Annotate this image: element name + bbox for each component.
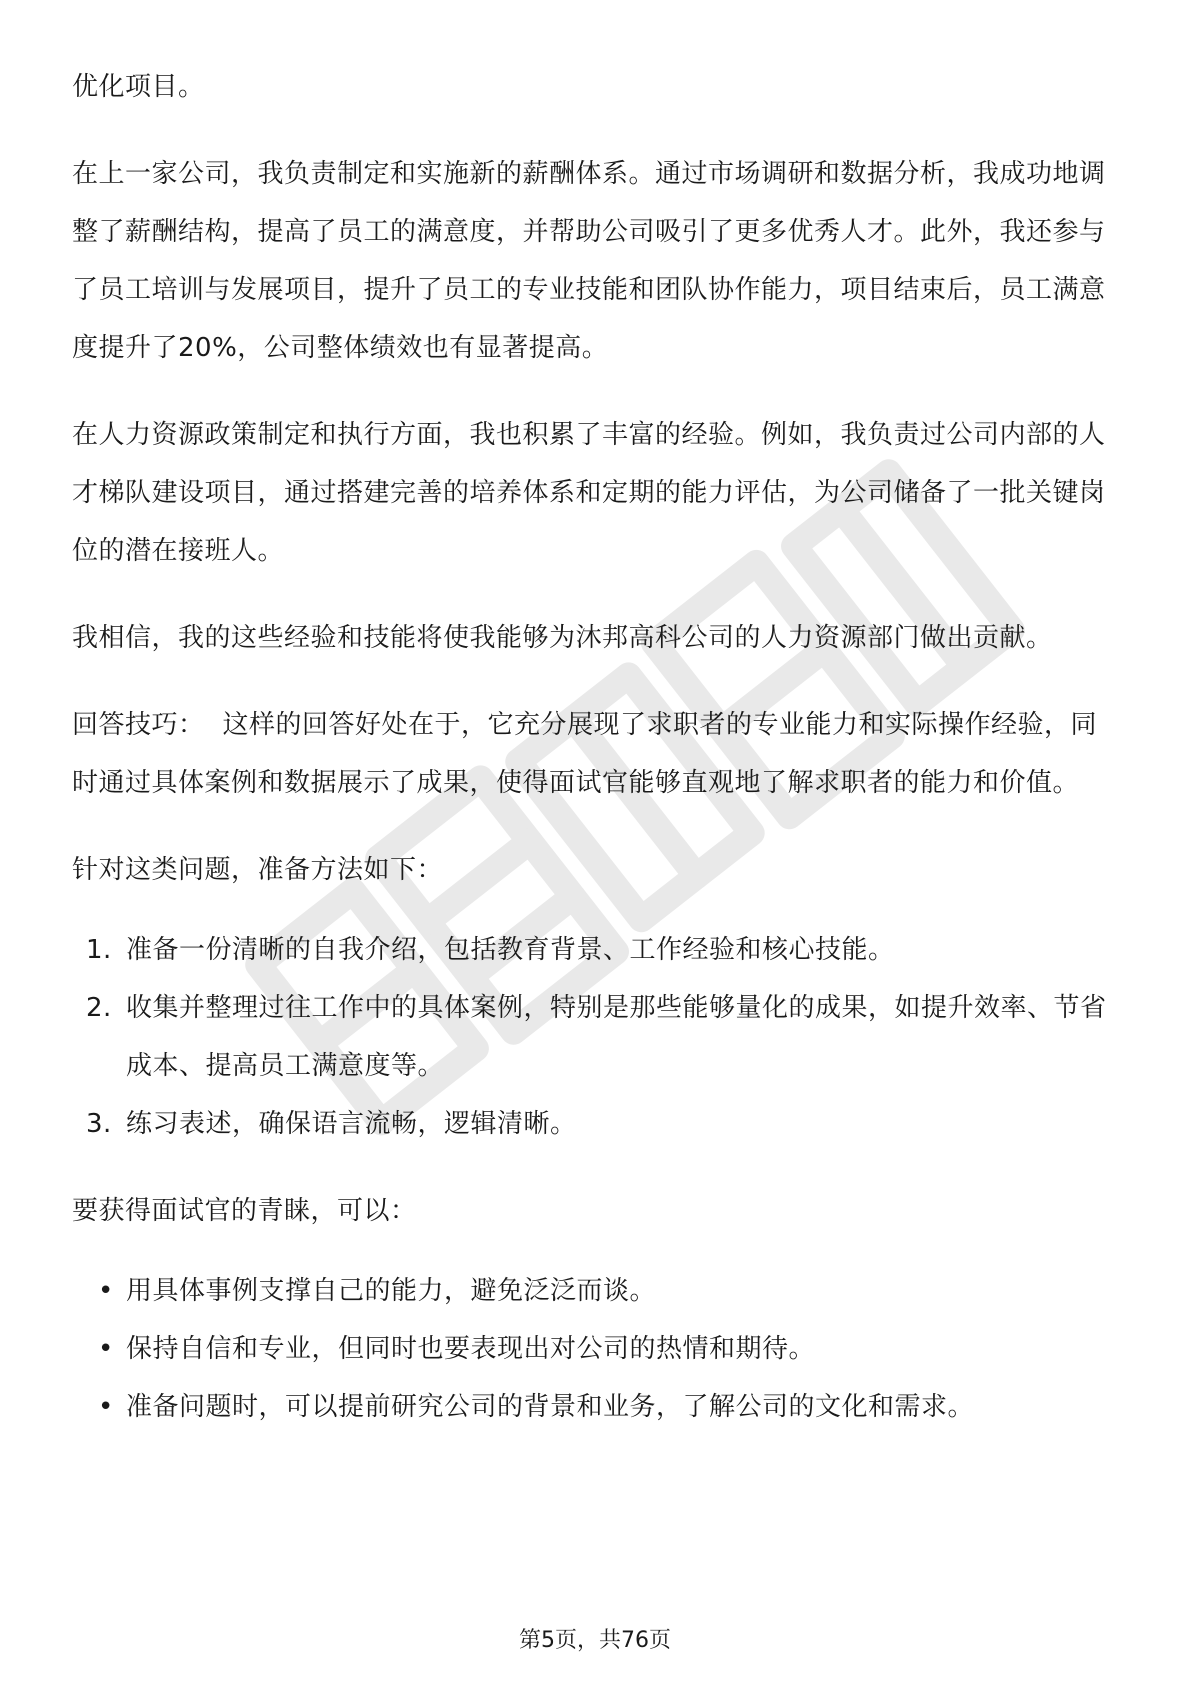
list-item	[72, 1095, 1122, 1153]
list-number: 2.	[86, 993, 112, 1023]
prep-steps-list	[72, 921, 1122, 1153]
list-number: 1.	[86, 935, 112, 965]
list-item	[72, 1378, 1122, 1436]
paragraph-intro-tail: 优化项目。	[72, 72, 205, 102]
prep-heading: 针对这类问题，准备方法如下：	[72, 855, 444, 885]
answer-tip	[72, 696, 1122, 812]
bullet-icon: •	[98, 1334, 114, 1364]
list-item-text: 收集并整理过往工作中的具体案例，特别是那些能够量化的成果，如提升效率、节省成本、提高员工满意度等。	[126, 993, 1107, 1081]
list-item-text: 保持自信和专业，但同时也要表现出对公司的热情和期待。	[126, 1334, 816, 1364]
page-number-footer: 第5页，共76页	[519, 1628, 671, 1653]
list-item	[72, 1320, 1122, 1378]
bullet-icon: •	[98, 1392, 114, 1422]
paragraph-compensation: 在上一家公司，我负责制定和实施新的薪酬体系。通过市场调研和数据分析，我成功地调整了薪酬结构，提高了员工的满意度，并帮助公司吸引了更多优秀人才。此外，我还参与了员工培训与发展项目，提升了员工的专业技能和团队协作能力，项目结束后，员工满意度提升了20%，公司整体绩效也有显著提高。	[72, 159, 1106, 363]
paragraph-contribution: 我相信，我的这些经验和技能将使我能够为沐邦高科公司的人力资源部门做出贡献。	[72, 623, 1053, 653]
bullet-icon: •	[98, 1276, 114, 1306]
list-item	[72, 921, 1122, 979]
paragraph-hr-policy: 在人力资源政策制定和执行方面，我也积累了丰富的经验。例如，我负责过公司内部的人才梯队建设项目，通过搭建完善的培养体系和定期的能力评估，为公司储备了一批关键岗位的潜在接班人。	[72, 420, 1106, 566]
tips-heading: 要获得面试官的青睐，可以：	[72, 1196, 417, 1226]
list-item	[72, 979, 1122, 1095]
list-item-text: 用具体事例支撑自己的能力，避免泛泛而谈。	[126, 1276, 657, 1306]
tips-list	[72, 1262, 1122, 1436]
list-item-text: 练习表述，确保语言流畅，逻辑清晰。	[126, 1109, 577, 1139]
list-item	[72, 1262, 1122, 1320]
list-item-text: 准备一份清晰的自我介绍，包括教育背景、工作经验和核心技能。	[126, 935, 895, 965]
list-item-text: 准备问题时，可以提前研究公司的背景和业务，了解公司的文化和需求。	[126, 1392, 975, 1422]
document-body	[72, 58, 1122, 1436]
answer-tip-text: 这样的回答好处在于，它充分展现了求职者的专业能力和实际操作经验，同时通过具体案例和数据展示了成果，使得面试官能够直观地了解求职者的能力和价值。	[72, 710, 1098, 798]
list-number: 3.	[86, 1109, 112, 1139]
answer-tip-label: 回答技巧：	[72, 710, 205, 740]
